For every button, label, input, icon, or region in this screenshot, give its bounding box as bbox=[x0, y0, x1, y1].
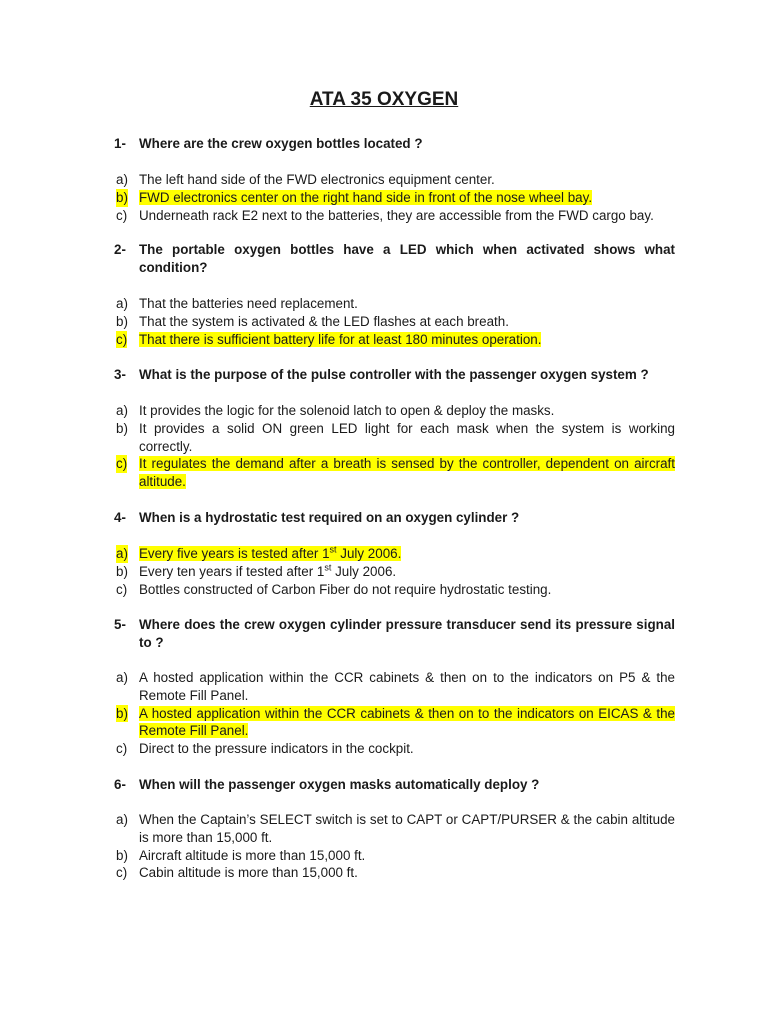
question-3 bbox=[114, 366, 675, 384]
option-letter: a) bbox=[116, 403, 128, 418]
answer-option bbox=[116, 669, 675, 705]
answer-option bbox=[116, 402, 675, 420]
answer-option bbox=[116, 581, 675, 599]
option-letter: a) bbox=[116, 812, 128, 827]
options-1 bbox=[116, 171, 675, 224]
answer-option-highlighted bbox=[116, 545, 675, 563]
options-3 bbox=[116, 402, 675, 491]
option-text: That the system is activated & the LED flashes at each breath. bbox=[139, 313, 509, 329]
question-2 bbox=[114, 241, 675, 277]
option-letter: a) bbox=[116, 670, 128, 685]
question-text: What is the purpose of the pulse controller with the passenger oxygen system ? bbox=[139, 367, 649, 382]
option-letter: b) bbox=[116, 705, 128, 721]
option-text: Every five years is tested after 1st July 2006. bbox=[139, 544, 402, 561]
options-4 bbox=[116, 545, 675, 598]
options-6 bbox=[116, 811, 675, 882]
option-text: FWD electronics center on the right hand side in front of the nose wheel bay. bbox=[139, 189, 593, 205]
option-letter: b) bbox=[116, 420, 128, 436]
question-text: When will the passenger oxygen masks automatically deploy ? bbox=[139, 777, 540, 792]
answer-option bbox=[116, 847, 675, 865]
option-letter: a) bbox=[116, 296, 128, 311]
answer-option bbox=[116, 295, 675, 313]
option-text: A hosted application within the CCR cabinets & then on to the indicators on EICAS & the Remote Fill Panel. bbox=[139, 705, 675, 739]
answer-option bbox=[116, 811, 675, 847]
option-letter: c) bbox=[116, 456, 128, 472]
option-letter: b) bbox=[116, 313, 128, 329]
option-text: It provides the logic for the solenoid latch to open & deploy the masks. bbox=[139, 403, 555, 418]
option-text: The left hand side of the FWD electronics equipment center. bbox=[139, 172, 495, 187]
option-text: Every ten years if tested after 1st July 2006. bbox=[139, 562, 397, 579]
option-text: Underneath rack E2 next to the batteries, they are accessible from the FWD cargo bay. bbox=[139, 207, 654, 223]
question-text: When is a hydrostatic test required on an oxygen cylinder ? bbox=[139, 510, 520, 525]
option-text: That the batteries need replacement. bbox=[139, 296, 358, 311]
answer-option bbox=[116, 171, 675, 189]
question-text: The portable oxygen bottles have a LED which when activated shows what condition? bbox=[139, 242, 675, 275]
option-text: That there is sufficient battery life for at least 180 minutes operation. bbox=[139, 331, 542, 347]
answer-option bbox=[116, 864, 675, 882]
option-letter: b) bbox=[116, 847, 128, 863]
options-2 bbox=[116, 295, 675, 348]
option-letter: c) bbox=[116, 331, 128, 347]
options-5 bbox=[116, 669, 675, 758]
option-letter: c) bbox=[116, 741, 128, 757]
question-number: 3- bbox=[114, 367, 126, 382]
option-text: Aircraft altitude is more than 15,000 ft. bbox=[139, 847, 366, 863]
answer-option bbox=[116, 563, 675, 581]
option-text: It regulates the demand after a breath is sensed by the controller, dependent on aircraft altitude. bbox=[139, 456, 675, 490]
option-letter: b) bbox=[116, 189, 128, 205]
answer-option bbox=[116, 207, 675, 225]
option-letter: a) bbox=[116, 172, 128, 187]
option-letter: c) bbox=[116, 581, 128, 597]
answer-option bbox=[116, 740, 675, 758]
option-text: Cabin altitude is more than 15,000 ft. bbox=[139, 865, 358, 881]
answer-option-highlighted bbox=[116, 189, 675, 207]
answer-option bbox=[116, 313, 675, 331]
question-4 bbox=[114, 509, 675, 527]
question-number: 5- bbox=[114, 617, 126, 632]
question-1 bbox=[114, 135, 675, 153]
option-text: Direct to the pressure indicators in the cockpit. bbox=[139, 741, 414, 757]
answer-option-highlighted bbox=[116, 705, 675, 741]
option-text: A hosted application within the CCR cabinets & then on to the indicators on P5 & the Remote Fill Panel. bbox=[139, 670, 675, 703]
option-letter: c) bbox=[116, 207, 128, 223]
answer-option bbox=[116, 420, 675, 456]
question-text: Where are the crew oxygen bottles located ? bbox=[139, 136, 423, 151]
page-title: ATA 35 OXYGEN bbox=[309, 89, 459, 110]
question-6 bbox=[114, 776, 675, 794]
option-letter: a) bbox=[116, 546, 128, 561]
answer-option-highlighted bbox=[116, 455, 675, 491]
question-number: 4- bbox=[114, 510, 126, 525]
question-5 bbox=[114, 616, 675, 652]
option-text: When the Captain’s SELECT switch is set to CAPT or CAPT/PURSER & the cabin altitude is more than 15,000 ft. bbox=[139, 812, 675, 845]
option-text: It provides a solid ON green LED light for each mask when the system is working correctly. bbox=[139, 420, 675, 454]
option-letter: c) bbox=[116, 865, 128, 881]
question-text: Where does the crew oxygen cylinder pressure transducer send its pressure signal to ? bbox=[139, 617, 675, 650]
question-number: 6- bbox=[114, 777, 126, 792]
option-letter: b) bbox=[116, 563, 128, 579]
question-number: 2- bbox=[114, 242, 126, 257]
option-text: Bottles constructed of Carbon Fiber do not require hydrostatic testing. bbox=[139, 581, 552, 597]
question-number: 1- bbox=[114, 136, 126, 151]
answer-option-highlighted bbox=[116, 331, 675, 349]
